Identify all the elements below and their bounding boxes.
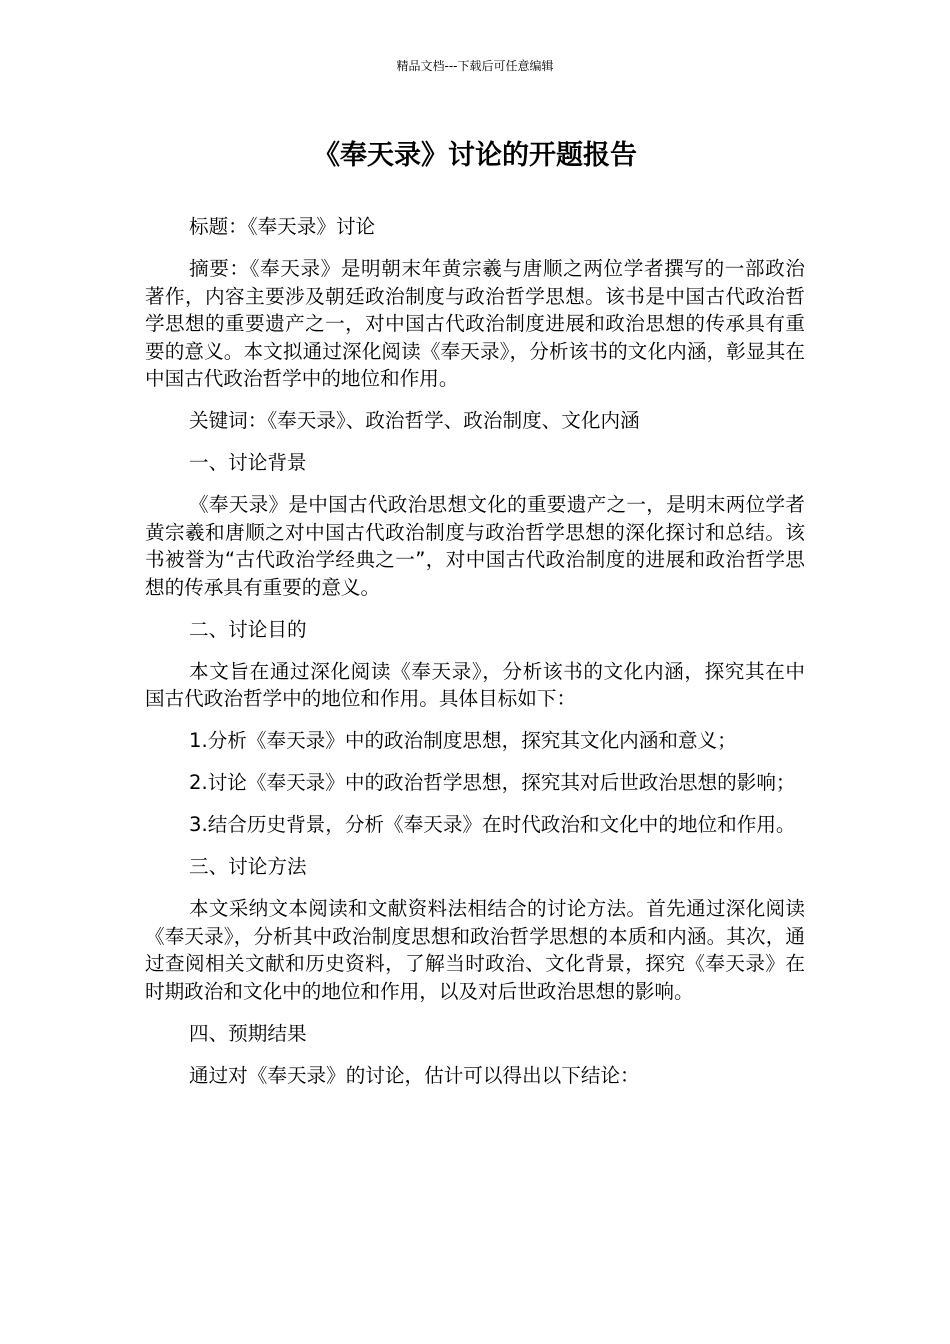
paragraph-method: 本文采纳文本阅读和文献资料法相结合的讨论方法。首先通过深化阅读《奉天录》，分析其中政治制度思想和政治哲学思想的本质和内涵。其次，通过查阅相关文献和历史资料，了解当时政治、文化背景，探究《奉天录》在时期政治和文化中的地位和作用，以及对后世政治思想的影响。 xyxy=(145,897,805,1003)
paragraph-keywords: 关键词：《奉天录》、政治哲学、政治制度、文化内涵 xyxy=(189,409,640,432)
section-heading-results: 四、预期结果 xyxy=(189,1021,307,1045)
list-item-goal-1: 1.分析《奉天录》中的政治制度思想，探究其文化内涵和意义； xyxy=(189,729,737,752)
document-body xyxy=(145,213,805,1104)
section-heading-background: 一、讨论背景 xyxy=(189,451,307,474)
list-item-goal-3: 3.结合历史背景，分析《奉天录》在时代政治和文化中的地位和作用。 xyxy=(189,813,796,836)
paragraph-title-line: 标题：《奉天录》讨论 xyxy=(189,215,376,238)
paragraph-purpose: 本文旨在通过深化阅读《奉天录》，分析该书的文化内涵，探究其在中国古代政治哲学中的地位和作用。具体目标如下： xyxy=(145,659,805,710)
section-heading-purpose: 二、讨论目的 xyxy=(189,617,307,641)
header-note: 精品文档---下载后可任意编辑 xyxy=(396,59,554,73)
document-title: 《奉天录》讨论的开题报告 xyxy=(313,140,637,171)
paragraph-abstract: 摘要：《奉天录》是明朝末年黄宗羲与唐顺之两位学者撰写的一部政治著作，内容主要涉及朝廷政治制度与政治哲学思想。该书是中国古代政治哲学思想的重要遗产之一，对中国古代政治制度进展和政治思想的传承具有重要的意义。本文拟通过深化阅读《奉天录》，分析该书的文化内涵，彰显其在中国古代政治哲学中的地位和作用。 xyxy=(145,257,805,390)
section-heading-method: 三、讨论方法 xyxy=(189,855,307,878)
paragraph-background: 《奉天录》是中国古代政治思想文化的重要遗产之一，是明末两位学者黄宗羲和唐顺之对中国古代政治制度与政治哲学思想的深化探讨和总结。该书被誉为“古代政治学经典之一”，对中国古代政治制度的进展和政治哲学思想的传承具有重要的意义。 xyxy=(145,493,805,599)
list-item-goal-2: 2.讨论《奉天录》中的政治哲学思想，探究其对后世政治思想的影响； xyxy=(189,771,796,794)
paragraph-results: 通过对《奉天录》的讨论，估计可以得出以下结论： xyxy=(189,1063,640,1087)
